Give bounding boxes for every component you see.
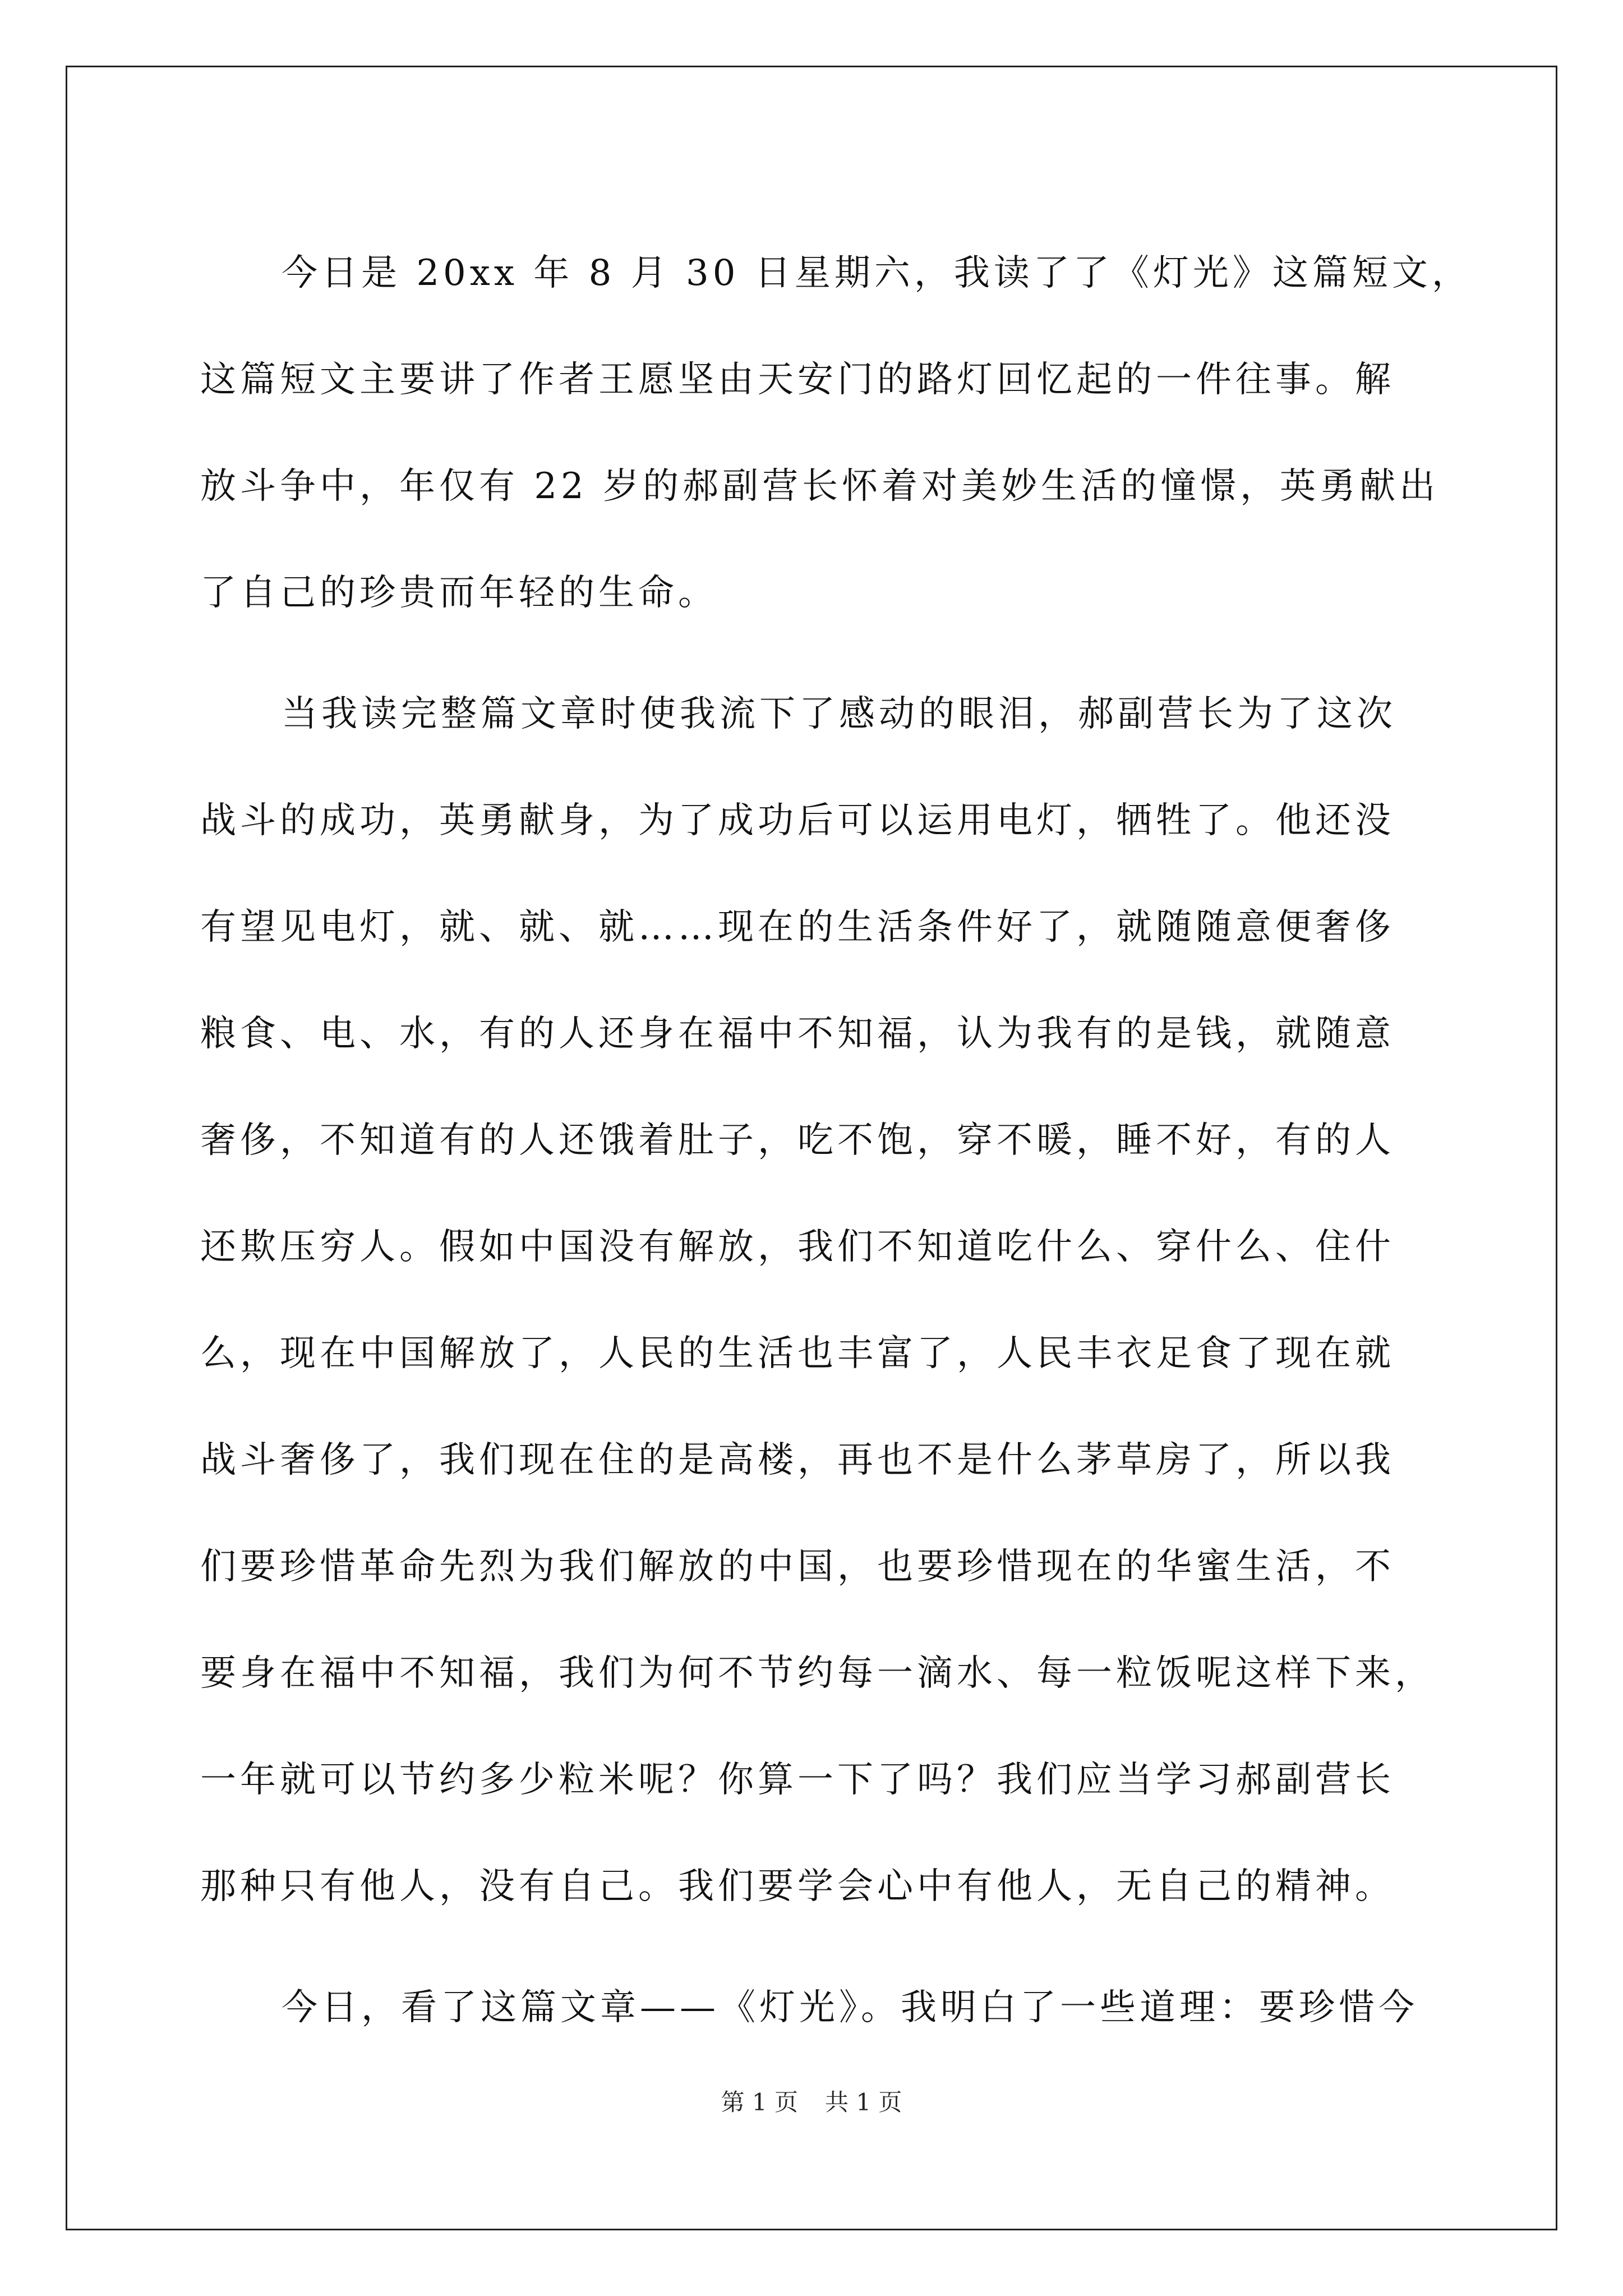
text-line: 有望见电灯，就、就、就……现在的生活条件好了，就随随意便奢侈 [200,907,1395,948]
document-body [200,220,1472,2076]
page-total: 共 1 页 [825,2088,902,2116]
text-line: 今日是 20xx 年 8 月 30 日星期六，我读了了《灯光》这篇短文， [282,252,1472,294]
paragraph-1 [200,220,1472,646]
paragraph-3 [200,1954,1423,2061]
text-line: 战斗的成功，英勇献身，为了成功后可以运用电灯，牺牲了。他还没 [200,800,1395,841]
text-line: 粮食、电、水，有的人还身在福中不知福，认为我有的是钱，就随意 [200,1013,1395,1055]
text-line: 了自己的珍贵而年轻的生命。 [200,572,718,614]
text-line: 么，现在中国解放了，人民的生活也丰富了，人民丰衣足食了现在就 [200,1333,1395,1374]
text-line: 要身在福中不知福，我们为何不节约每一滴水、每一粒饭呢这样下来， [200,1653,1435,1694]
text-line: 奢侈，不知道有的人还饿着肚子，吃不饱，穿不暖，睡不好，有的人 [200,1120,1395,1161]
text-line: 战斗奢侈了，我们现在住的是高楼，再也不是什么茅草房了，所以我 [200,1439,1395,1481]
text-line: 还欺压穷人。假如中国没有解放，我们不知道吃什么、穿什么、住什 [200,1226,1395,1268]
text-line: 这篇短文主要讲了作者王愿坚由天安门的路灯回忆起的一件往事。解 [200,359,1395,401]
text-line: 们要珍惜革命先烈为我们解放的中国，也要珍惜现在的华蜜生活，不 [200,1546,1395,1588]
page-footer [0,2086,1623,2119]
text-line: 那种只有他人，没有自己。我们要学会心中有他人，无自己的精神。 [200,1866,1395,1907]
page-number: 第 1 页 [721,2088,798,2116]
text-line: 当我读完整篇文章时使我流下了感动的眼泪，郝副营长为了这次 [282,693,1396,735]
paragraph-2 [200,661,1435,1940]
text-line: 一年就可以节约多少粒米呢？你算一下了吗？我们应当学习郝副营长 [200,1759,1395,1801]
text-line: 今日，看了这篇文章——《灯光》。我明白了一些道理：要珍惜今 [282,1987,1418,2028]
text-line: 放斗争中，年仅有 22 岁的郝副营长怀着对美妙生活的憧憬，英勇献出 [200,466,1440,507]
